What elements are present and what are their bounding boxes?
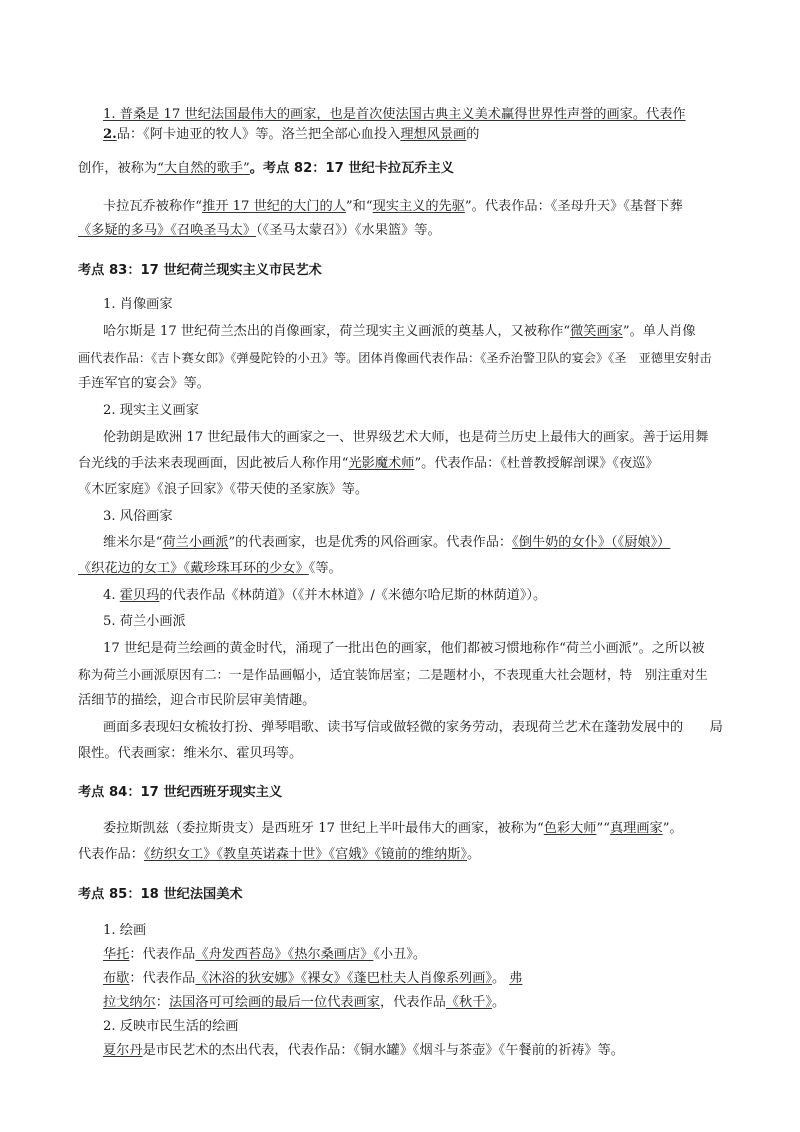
text-run: 《秋千》 <box>445 995 493 1010</box>
text-line <box>103 587 546 605</box>
subheading: 1. 绘画 <box>103 923 147 938</box>
text-run: 的代表作品《林荫道》（《并木林道》/《米德尔哈尼斯的林荫道》）。 <box>159 588 547 603</box>
text-run: 1. 普桑是 17 世纪法国最伟大的画家，也是首次使法国古典主义美术赢得世界性声誉的画家。代表作 <box>103 107 686 122</box>
text-line: 画代表作品：《吉卜赛女郎》《弹曼陀铃的小丑》等。团体肖像画代表作品：《圣乔治警卫队的宴会》《圣 亚德里安射击 <box>78 351 712 365</box>
subheading: 2. 现实主义画家 <box>103 403 199 418</box>
text-run: 品：《阿卡迪亚的牧人》等。洛兰把全部心血投入 <box>116 127 401 142</box>
text-line <box>103 323 696 341</box>
text-line: 伦勃朗是欧洲 17 世纪最伟大的画家之一、世界级艺术大师，也是荷兰历史上最伟大的画家。善于运用舞 <box>103 430 709 445</box>
text-run: 卡拉瓦乔被称作“ <box>103 199 203 214</box>
text-run: 《沐浴的狄安娜》《裸女》《蓬巴杜夫人肖像系列画》 <box>195 971 493 986</box>
subheading: 3. 风俗画家 <box>103 509 173 524</box>
text-run: ”的代表画家，也是优秀的风俗画家。代表作品： <box>228 535 513 550</box>
text-run: 。 <box>492 995 506 1010</box>
text-line <box>78 455 659 473</box>
text-run: 委拉斯凯兹（委拉斯贵支）是西班牙 17 世纪上半叶最伟大的画家，被称为“ <box>103 821 544 836</box>
text-line: 手连军官的宴会》等。 <box>78 376 210 391</box>
text-line: 限性。代表画家：维米尔、霍贝玛等。 <box>78 746 303 761</box>
text-line <box>103 946 426 964</box>
text-line <box>103 820 683 838</box>
text-line <box>103 126 479 144</box>
text-run: 荷兰小画派 <box>162 535 229 550</box>
heading-85: 考点 85：18 世纪法国美术 <box>78 887 243 902</box>
text-run: ”。代表作品：《圣母升天》《基督下葬 <box>464 199 683 214</box>
text-run: 4. <box>103 588 120 603</box>
subheading: 2. 反映市民生活的绘画 <box>103 1019 239 1034</box>
text-run: ”和“ <box>345 199 373 214</box>
heading-82: 。考点 82：17 世纪卡拉瓦乔主义 <box>249 161 454 176</box>
text-run: ”。单人肖像 <box>622 324 696 339</box>
text-run: ：代表作品 <box>129 971 196 986</box>
text-run: 现实主义的先驱 <box>372 199 465 214</box>
heading-83: 考点 83：17 世纪荷兰现实主义市民艺术 <box>78 263 322 278</box>
text-run: ：代表作品 <box>129 947 196 962</box>
text-run: 《等。 <box>308 561 342 576</box>
text-run: 哈尔斯是 17 世纪荷兰杰出的肖像画家，荷兰现实主义画派的奠基人，又被称作“ <box>103 324 571 339</box>
text-run: 代表作品： <box>78 847 144 862</box>
text-line <box>103 534 670 552</box>
text-line: 17 世纪是荷兰绘画的黄金时代，涌现了一批出色的画家，他们都被习惯地称作“荷兰小画派”。之所以被 <box>103 641 705 656</box>
text-run: 《舟发西苔岛》《热尔桑画店》 <box>195 947 374 962</box>
text-run: 《倒牛奶的女仆》（《厨娘》） <box>512 535 671 550</box>
text-run: 。 <box>492 971 506 986</box>
text-run: 布歇 <box>103 971 130 986</box>
text-run: 是市民艺术的杰出代表，代表作品：《铜水罐》《烟斗与茶壶》《午餐前的祈祷》等。 <box>142 1043 624 1058</box>
text-run: 《多疑的多马》《召唤圣马太》 <box>78 223 257 238</box>
text-line: 画面多表现妇女梳妆打扮、弹琴唱歌、读书写信或做轻微的家务劳动，表现荷兰艺术在蓬勃发展中的 局 <box>103 720 723 735</box>
text-run: 理想风景画 <box>400 127 467 142</box>
text-run: 维米尔是“ <box>103 535 163 550</box>
heading-84: 考点 84：17 世纪西班牙现实主义 <box>78 785 283 800</box>
text-run: 台光线的手法来表现画面，因此被后人称作用“ <box>78 456 349 471</box>
text-line: 活细节的描绘，迎合市民阶层审美情趣。 <box>78 693 316 708</box>
text-run: 2. <box>103 127 117 142</box>
text-run: （《圣马太蒙召》）《水果篮》等。 <box>256 223 441 238</box>
text-run: 夏尔丹 <box>103 1043 143 1058</box>
text-run: ”。 <box>662 821 683 836</box>
text-run: 霍贝玛 <box>119 588 160 603</box>
subheading: 1. 肖像画家 <box>103 297 173 312</box>
text-line <box>78 160 454 178</box>
text-run: 色彩大师 <box>543 821 597 836</box>
text-line <box>103 970 522 988</box>
text-run: 微笑画家 <box>570 324 623 339</box>
text-run: 《小丑》。 <box>373 947 427 962</box>
text-run: 《织花边的女工》《戴珍珠耳环的少女》 <box>78 561 309 576</box>
text-line <box>103 106 686 124</box>
text-run: 弗 <box>509 971 523 986</box>
text-run: ，代表作品 <box>379 995 446 1010</box>
text-run: 。 <box>467 847 481 862</box>
text-run: 真理画家 <box>609 821 663 836</box>
text-line: 《木匠家庭》《浪子回家》《带天使的圣家族》等。 <box>78 482 369 497</box>
text-run: 华托 <box>103 947 130 962</box>
text-line <box>78 560 342 578</box>
text-line <box>103 1042 624 1060</box>
text-line <box>103 198 683 216</box>
text-line <box>103 994 505 1012</box>
text-run: 《纺织女工》《教皇英诺森十世》《宫娥》《镜前的维纳斯》 <box>143 847 467 862</box>
text-run: ”。代表作品：《杜普教授解剖课》《夜巡》 <box>414 456 659 471</box>
text-run: ： <box>155 995 169 1010</box>
text-run: 光影魔术师 <box>348 456 415 471</box>
text-run: “大自然的歌手” <box>157 161 250 176</box>
text-line: 称为荷兰小画派原因有二：一是作品画幅小，适宜装饰居室；二是题材小，不表现重大社会题材，特 别注重对生 <box>78 667 708 682</box>
subheading: 5. 荷兰小画派 <box>103 614 186 629</box>
text-run: ”“ <box>596 821 610 836</box>
text-run: 法国洛可可绘画的最后一位代表画家 <box>168 995 380 1010</box>
text-line <box>78 222 441 240</box>
text-run: 的 <box>466 127 480 142</box>
text-line <box>78 846 480 864</box>
text-run: 推开 17 世纪的大门的人 <box>202 199 346 214</box>
text-run: 拉戈纳尔 <box>103 995 156 1010</box>
text-run: 创作，被称为 <box>78 161 158 176</box>
